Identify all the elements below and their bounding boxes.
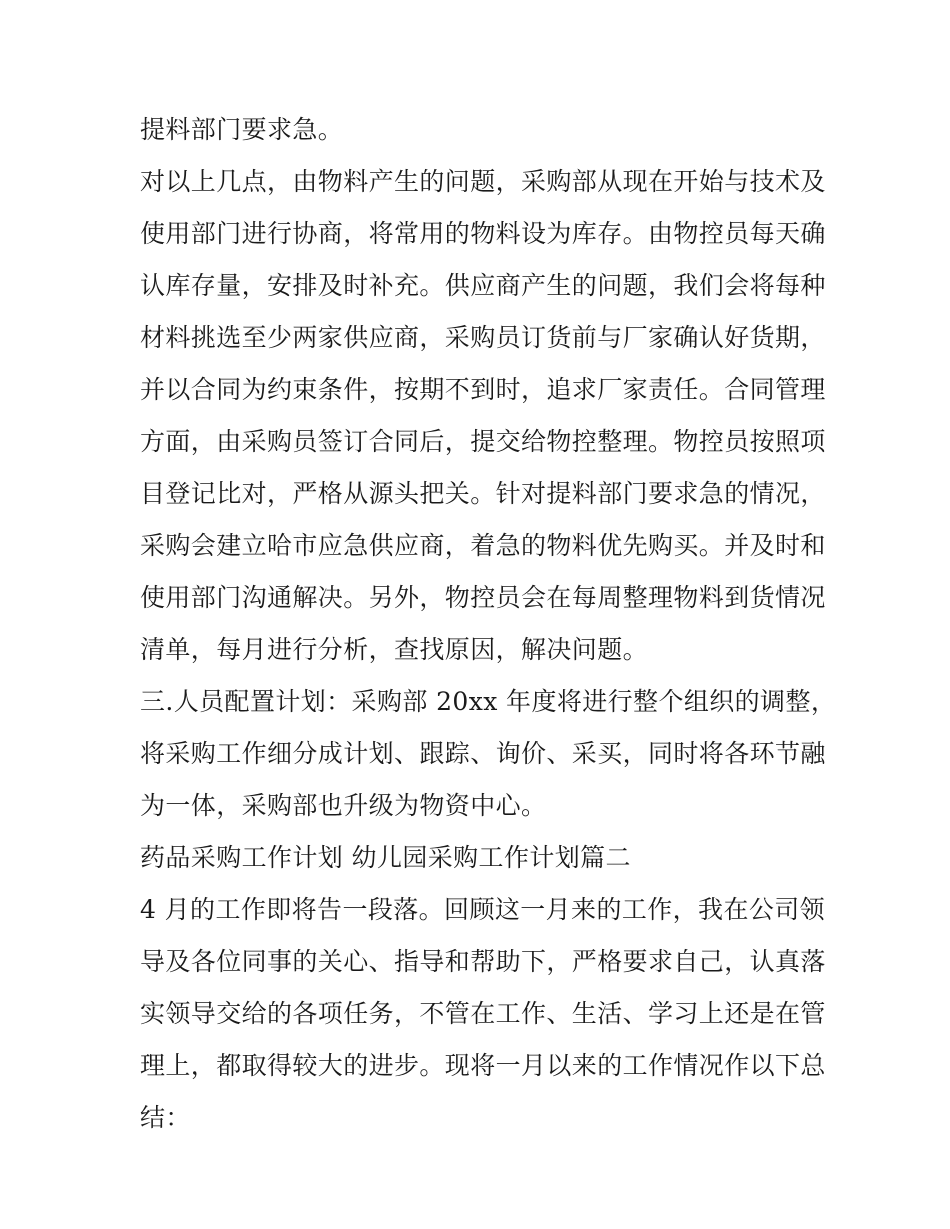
text-line: 实领导交给的各项任务，不管在工作、生活、学习上还是在管 bbox=[140, 999, 826, 1028]
text-line: 方面，由采购员签订合同后，提交给物控整理。物控员按照项 bbox=[140, 427, 826, 456]
text-line: 为一体，采购部也升级为物资中心。 bbox=[140, 791, 547, 820]
text-line: 将采购工作细分成计划、跟踪、询价、采买，同时将各环节融 bbox=[140, 739, 826, 768]
text-line: 认库存量，安排及时补充。供应商产生的问题，我们会将每种 bbox=[140, 271, 826, 300]
text-line: 理上，都取得较大的进步。现将一月以来的工作情况作以下总 bbox=[140, 1051, 826, 1080]
text-line: 导及各位同事的关心、指导和帮助下，严格要求自己，认真落 bbox=[140, 947, 826, 976]
text-line: 提料部门要求急。 bbox=[140, 115, 344, 144]
text-line: 清单，每月进行分析，查找原因，解决问题。 bbox=[140, 635, 649, 664]
article-title: 药品采购工作计划 幼儿园采购工作计划篇二 bbox=[140, 843, 631, 872]
document-body bbox=[140, 107, 837, 1147]
text-line: 并以合同为约束条件，按期不到时，追求厂家责任。合同管理 bbox=[140, 375, 826, 404]
text-line: 目登记比对，严格从源头把关。针对提料部门要求急的情况， bbox=[140, 479, 826, 508]
text-line: 使用部门沟通解决。另外，物控员会在每周整理物料到货情况 bbox=[140, 583, 826, 612]
text-line: 材料挑选至少两家供应商，采购员订货前与厂家确认好货期， bbox=[140, 323, 826, 352]
text-line: 4 月的工作即将告一段落。回顾这一月来的工作，我在公司领 bbox=[140, 895, 826, 924]
section-heading-line: 三.人员配置计划：采购部 20xx 年度将进行整个组织的调整， bbox=[140, 687, 837, 716]
text-line: 结： bbox=[140, 1103, 191, 1132]
text-line: 对以上几点，由物料产生的问题，采购部从现在开始与技术及 bbox=[140, 167, 826, 196]
text-line: 采购会建立哈市应急供应商，着急的物料优先购买。并及时和 bbox=[140, 531, 826, 560]
text-line: 使用部门进行协商，将常用的物料设为库存。由物控员每天确 bbox=[140, 219, 826, 248]
